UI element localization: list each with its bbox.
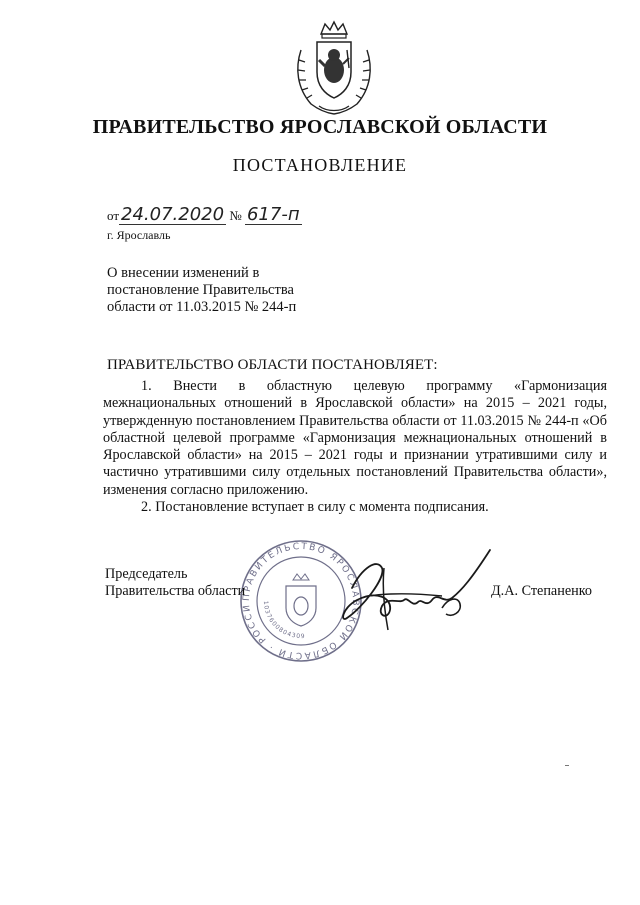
signer-position	[105, 566, 245, 600]
subject-line-3: области от 11.03.2015 № 244-п	[107, 299, 297, 315]
paragraph-2: 2. Постановление вступает в силу с момента подписания.	[141, 499, 489, 516]
svg-text:1037600804309	[262, 601, 306, 640]
decree-heading: ПРАВИТЕЛЬСТВО ОБЛАСТИ ПОСТАНОВЛЯЕТ:	[107, 357, 438, 373]
organization-title: ПРАВИТЕЛЬСТВО ЯРОСЛАВСКОЙ ОБЛАСТИ	[92, 116, 548, 138]
signer-name: Д.А. Степаненко	[491, 583, 592, 599]
seal-number: 1037600804309	[261, 600, 306, 641]
subject-line-1: О внесении изменений в	[107, 265, 260, 281]
position-line-2: Правительства области	[105, 583, 246, 599]
page-mark	[565, 765, 569, 766]
document-date: 24.07.2020	[121, 204, 225, 225]
position-line-1: Председатель	[105, 566, 188, 582]
document-subject	[107, 265, 367, 316]
date-number-line	[107, 206, 302, 225]
handwritten-signature-icon	[322, 538, 502, 648]
date-prefix: от	[107, 208, 120, 223]
document-number: 617-п	[246, 204, 300, 225]
number-prefix: №	[229, 208, 242, 223]
paragraph-1: 1. Внести в областную целевую программу «Гармонизация межнациональных отношений в Ярославской области» на 2015 – 2021 годы, утвержденную постановлением Правительства области от 11.03.2015 № 244-п «Об областной целевой программе «Гармонизация межнациональных отношений в Ярославской области» на 2015 – 2021 годы и признании утратившими силу и частично утратившими силу отдельных постановлений Правительства области», изменения согласно приложению.	[103, 378, 607, 498]
document-body	[103, 378, 607, 516]
coat-of-arms-icon	[289, 20, 379, 120]
city: г. Ярославль	[107, 228, 171, 242]
subject-line-2: постановление Правительства	[107, 282, 294, 298]
seal-text: ПРАВИТЕЛЬСТВО ЯРОСЛАВСКОЙ ОБЛАСТИ · РОССИ	[241, 541, 361, 661]
document-type: ПОСТАНОВЛЕНИЕ	[232, 155, 408, 175]
